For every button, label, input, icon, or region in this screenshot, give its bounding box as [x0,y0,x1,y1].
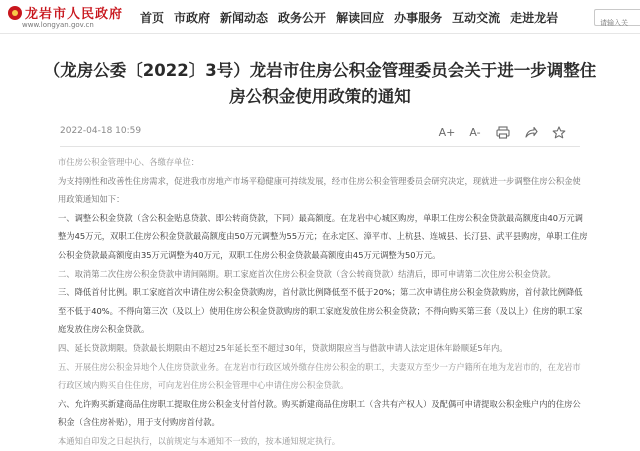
logo-title: 龙岩市人民政府 [25,7,124,22]
paragraph: 四、延长贷款期限。贷款最长期限由不超过25年延长至不超过30年，贷款期限应当与借款申请人法定退休年龄顺延5年内。 [58,342,508,353]
search-input[interactable] [595,16,640,31]
paragraph: 一、调整公积金贷款（含公积金贴息贷款、即公转商贷款，下同）最高额度。在龙岩中心城区购房，单职工住房公积金贷款最高额度由40万元调整为45万元，双职工住房公积金贷款最高额度由50万元调整为55万元；在永定区、漳平市、上杭县、连城县、长汀县、武平县购房，单职工住房公积金贷款最高额度由35万元调整为40万元，双职工住房公积金贷款最高额度由45万元调整为50万元。 [58,212,588,260]
paragraph: 市住房公积金管理中心、各缴存单位： [58,157,200,167]
main-nav [140,0,568,34]
logo-main [8,3,123,22]
search-box [594,9,640,26]
star-icon [552,126,566,139]
share-icon [524,126,538,139]
logo-url: www.longyan.gov.cn [22,21,94,29]
font-increase-icon: A+ [438,125,456,139]
nav-item-services[interactable]: 办事服务 [394,10,443,25]
nav-item-interpretation[interactable]: 解读回应 [336,10,385,25]
article-title: （龙房公委〔2022〕3号）龙岩市住房公积金管理委员会关于进一步调整住房公积金使用政策的通知 [43,61,597,106]
nav-item-government[interactable]: 市政府 [174,10,211,25]
paragraph: 二、取消第二次住房公积金贷款申请间隔期。职工家庭首次住房公积金贷款（含公转商贷款）结清后，即可申请第二次住房公积金贷款。 [58,268,556,279]
article-meta [60,122,580,144]
paragraph: 本通知自印发之日起执行，以前规定与本通知不一致的，按本通知规定执行。 [58,435,341,446]
nav-item-interaction[interactable]: 互动交流 [452,10,501,25]
nav-item-home[interactable]: 首页 [140,10,165,25]
favorite-button[interactable] [548,122,570,142]
emblem-icon [8,6,22,20]
nav-item-gov-affairs[interactable]: 政务公开 [278,10,327,25]
font-decrease-button[interactable] [464,122,486,142]
site-header [0,0,640,34]
print-button[interactable] [492,122,514,142]
paragraph: 三、降低首付比例。职工家庭首次申请住房公积金贷款购房，首付款比例降低至不低于20%；第二次申请住房公积金贷款购房，首付款比例降低至不低于40%。不得向第三次（及以上）使用住房公积金贷款购房的职工家庭发放住房公积金贷款；不得向购买第三套（及以上）住房的职工家庭发放住房公积金贷款。 [58,287,583,335]
publish-date: 2022-04-18 10:59 [60,126,142,136]
paragraph: 五、开展住房公积金异地个人住房贷款业务。在龙岩市行政区域外缴存住房公积金的职工，夫妻双方至少一方户籍所在地为龙岩市的，在龙岩市行政区域内购买自住住房，可向龙岩住房公积金管理中心申请住房公积金贷款。 [58,361,581,391]
font-increase-button[interactable] [436,122,458,142]
nav-item-news[interactable]: 新闻动态 [220,10,269,25]
share-button[interactable] [520,122,542,142]
title-divider [60,146,580,147]
printer-icon [496,126,510,139]
article-body [58,153,588,451]
paragraph: 六、允许购买新建商品住房职工提取住房公积金支付首付款。购买新建商品住房职工（含共有产权人）及配偶可申请提取公积金账户内的住房公积金（含住房补贴），用于支付购房首付款。 [58,398,581,428]
site-logo[interactable] [8,3,126,31]
nav-item-about-longyan[interactable]: 走进龙岩 [510,10,559,25]
article-tools [430,122,570,142]
font-decrease-icon: A- [469,125,481,139]
paragraph: 为支持刚性和改善性住房需求，促进我市房地产市场平稳健康可持续发展，经市住房公积金管理委员会研究决定，现就进一步调整住房公积金使用政策通知如下： [58,175,581,205]
